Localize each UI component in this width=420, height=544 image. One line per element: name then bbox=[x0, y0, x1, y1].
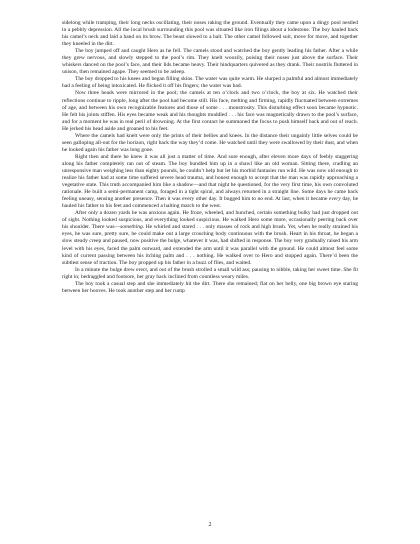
paragraph-text: . He whirled and stared . . . only masses of rock and high brush. Yet, when he really strained his eyes, he was sure, pretty sure, he could make out a large crouching body continuous with the brush. Heart in his throat, he began a slow steady creep and paused, now positive the bulge, whatever it was, had shifted in response. The boy very gradually raised his arm level with his eyes, faced the palm outward, and extended the arm until it was parallel with the ground. He could almost feel some kind of current passing between his itching palm and . . . nothing. He walked over to Hero and stopped again. There’d been the subtlest sense of traction. The boy propped up his father in a buzz of flies, and waited. bbox=[62, 224, 358, 266]
document-page bbox=[62, 20, 358, 295]
paragraph-text: Where the camels had knelt were only the prints of their bellies and knees. In the distance their ungainly little selves could be seen galloping all-out for the horizon, right back the way they’d come. He watched until they were swallowed by their dust, and when he looked again his father was long gone. bbox=[62, 132, 358, 153]
body-paragraph bbox=[62, 76, 358, 90]
body-paragraph bbox=[62, 267, 358, 281]
paragraph-text: Now three heads were mirrored in the pool; the camels at ten o’clock and two o’clock, the boy at six. He watched their reflections continue to ripple, long after the pool had become still. His face, melting and firming, rapidly fluctuated between extremes of age, and between his own recognizable features and those of some . . . monstrosity. This disturbing effect soon became hypnotic. He felt his joints stiffen. His eyes became weak and his thoughts muddled . . . his face was magnetically drawn to the pool’s surface, and for a moment he was in real peril of drowning. At the first contact he summoned the focus to push himself back and out of reach. He jerked his head aside and groaned to his feet. bbox=[62, 90, 358, 132]
body-paragraph bbox=[62, 133, 358, 154]
paragraph-text: The boy took a casual step and she immediately hit the dirt. There she remained; flat on her belly, one big brown eye staring between her hooves. He took another step and her rump bbox=[62, 280, 358, 294]
italic-text: every bbox=[328, 196, 341, 203]
body-paragraph bbox=[62, 281, 358, 295]
body-paragraph bbox=[62, 90, 358, 132]
paragraph-text: After only a dozen yards he was anxious again. He froze, wheeled, and hunched, certain something bulky had just dropped out of sight. Nothing looked suspicious, and everything looked suspicious. He walked Hero some more, occasionally peering back over his shoulder. There was— bbox=[62, 210, 358, 231]
body-paragraph bbox=[62, 154, 358, 210]
page-number: 2 bbox=[208, 522, 212, 528]
paragraph-text: day, he hauled his father to his feet and commenced a halting march to the west. bbox=[62, 196, 359, 210]
body-paragraph bbox=[62, 20, 358, 48]
paragraph-text: In a minute the bulge drew erect, and out of the brush strolled a small wild ass; pausing to nibble, taking her sweet time. She fit right in; bedraggled and footsore, her gray back inclined from countless weary miles. bbox=[62, 266, 358, 280]
paragraph-text: The boy jumped off and caught Hero as he fell. The camels stood and watched the boy gently leading his father. After a while they grew nervous, and slowly stepped to the pool’s rim. They knelt woozily, poising their noses just above the surface. Their whiskers danced on the pool’s face, and their lids became heavy. Their hindquarters quivered as they drank. Their nostrils fluttered in unison, then remained agape. They seemed to be asleep. bbox=[62, 48, 358, 76]
paragraph-text: The boy dropped to his knees and began filling skins. The water was quite warm. He slurped a palmful and almost immediately had a feeling of being intoxicated. He flicked it off his fingers; the water was bad. bbox=[62, 76, 358, 90]
paragraph-text: Right then and there he knew it was all just a matter of time. And sure enough, after eleven more days of feebly staggering along his father completely ran out of steam. The boy bundled him up in a shawl like an old woman. Sitting there, cradling an unresponsive man weighing less than eighty pounds, he couldn’t help but let his morbid fantasies run wild. He was now old enough to realize his father had at some time suffered severe head trauma, and honest enough to accept that the man was rapidly approaching a vegetative state. This truth accompanied him like a shadow—and that night he questioned, for the very first time, his own convoluted rationale. He built a semi-permanent camp, foraged in a tight spiral, and always returned in a straight line. Some days he came back feeling uneasy, sensing another presence. Then it was every other day. It bugged him to no end. At last, when it became bbox=[62, 153, 358, 203]
italic-text: something bbox=[120, 224, 143, 231]
body-paragraph bbox=[62, 210, 358, 266]
paragraph-text: sidelong while tramping, their long necks oscillating, their noses raking the ground. Eventually they came upon a dingy pool nestled in a pebbly depression. All the local brush surrounding this pool was situated like iron filings about a lodestone. The boy hauled back his camel’s neck and laid a hand on its brow. The beast slowed to a halt. The other camel followed suit, move for move, and together they kneeled in the dirt. bbox=[62, 20, 358, 48]
body-paragraph bbox=[62, 48, 358, 76]
